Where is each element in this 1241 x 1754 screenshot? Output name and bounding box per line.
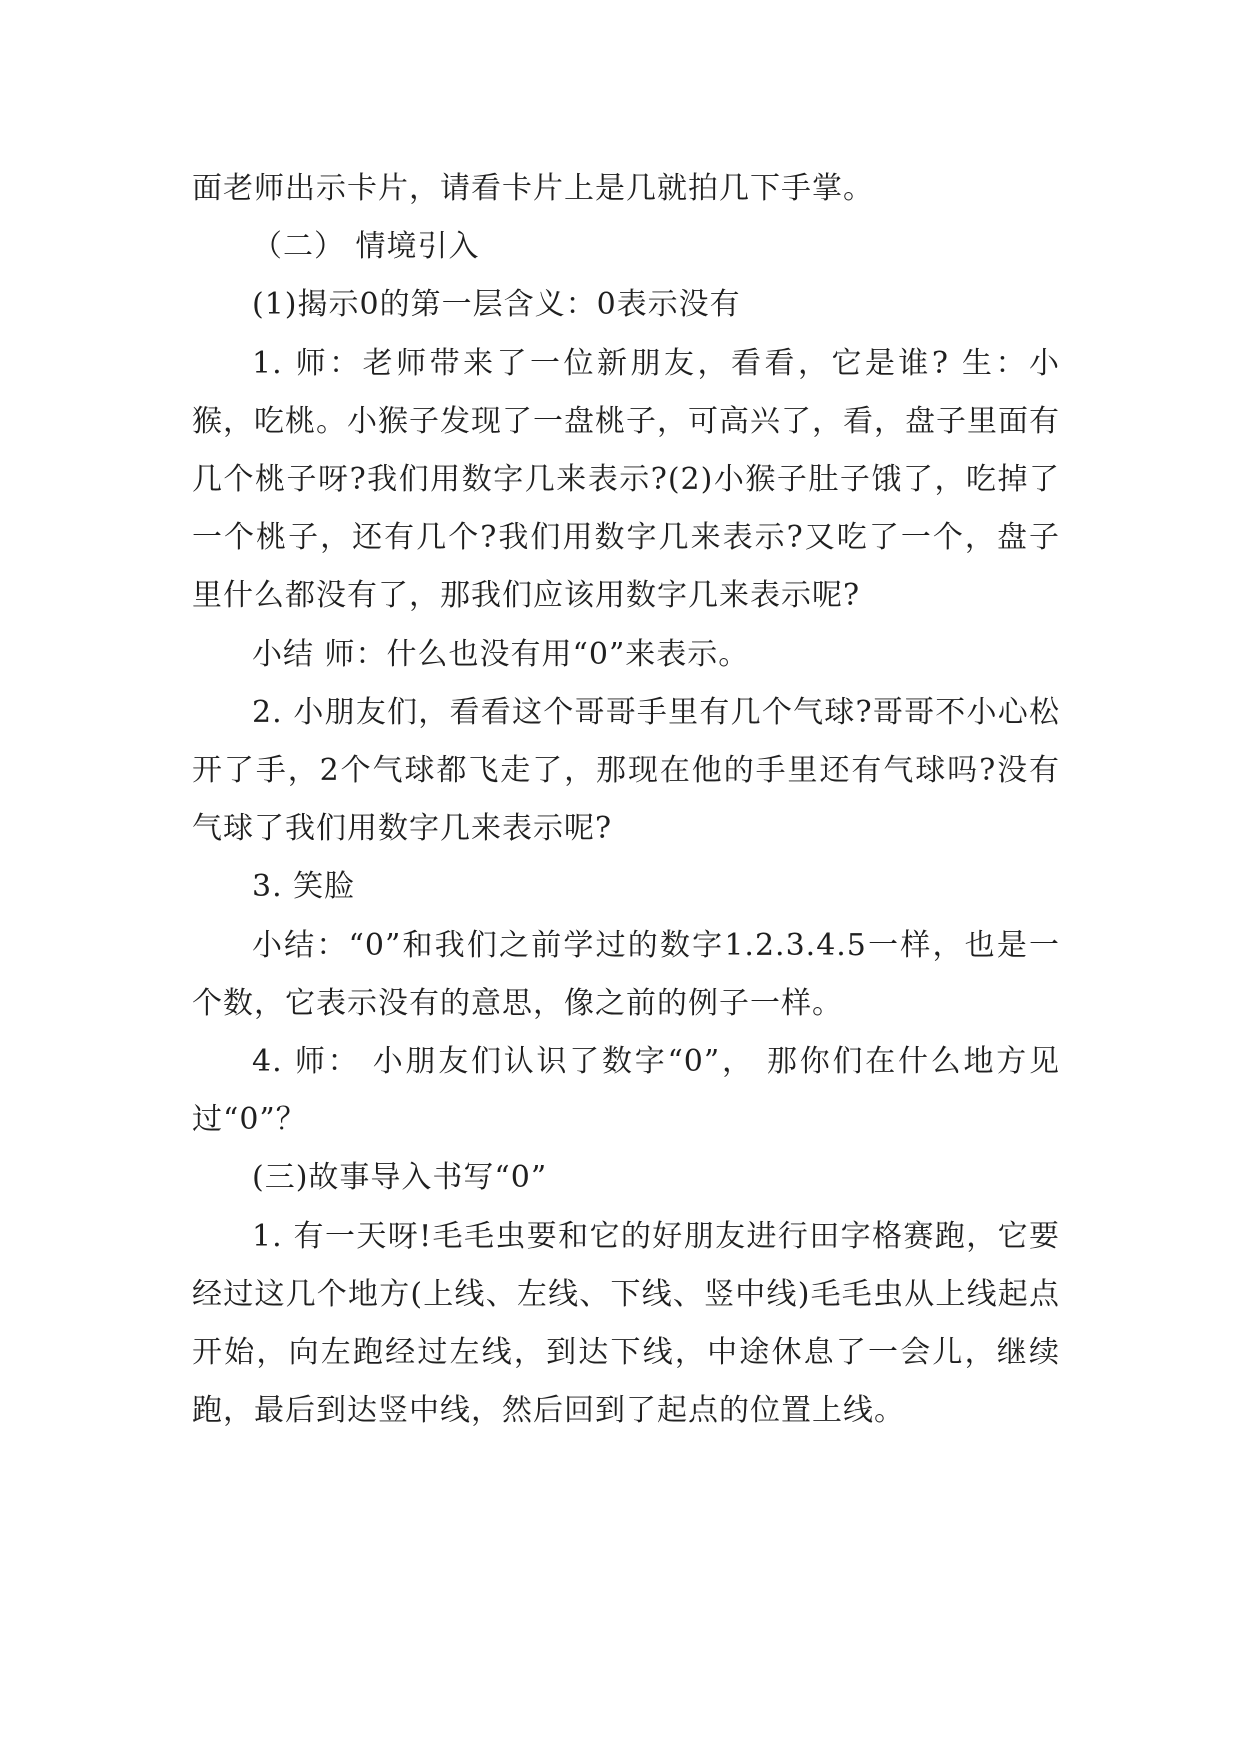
- paragraph-monkey-peaches: 1. 师：老师带来了一位新朋友，看看，它是谁? 生：小猴，吃桃。小猴子发现了一盘桃子，可高兴了，看，盘子里面有几个桃子呀?我们用数字几来表示?(2)小猴子肚子饿了，吃掉了一个桃子，还有几个?我们用数字几来表示?又吃了一个，盘子里什么都没有了，那我们应该用数字几来表示呢?: [192, 345, 1060, 614]
- paragraph-smiley: 3. 笑脸: [252, 869, 356, 905]
- paragraph-summary-2: 小结：“0”和我们之前学过的数字1.2.3.4.5一样，也是一个数，它表示没有的意思，像之前的例子一样。: [192, 927, 1060, 1021]
- paragraph-where-seen-zero: 4. 师： 小朋友们认识了数字“0”， 那你们在什么地方见过“0”？: [192, 1044, 1060, 1138]
- paragraph-summary-1: 小结 师：什么也没有用“0”来表示。: [252, 636, 750, 672]
- section-heading-story: (三)故事导入书写“0”: [252, 1160, 548, 1196]
- section-heading-scenario: （二） 情境引入: [252, 229, 480, 265]
- paragraph-continuation: 面老师出示卡片，请看卡片上是几就拍几下手掌。: [192, 171, 874, 206]
- subsection-heading-meaning: (1)揭示0的第一层含义：0表示没有: [252, 287, 741, 323]
- paragraph-balloons: 2. 小朋友们，看看这个哥哥手里有几个气球?哥哥不小心松开了手，2个气球都飞走了，那现在他的手里还有气球吗?没有气球了我们用数字几来表示呢?: [192, 694, 1060, 847]
- document-body: [192, 160, 1060, 1440]
- paragraph-caterpillar: 1. 有一天呀!毛毛虫要和它的好朋友进行田字格赛跑，它要经过这几个地方(上线、左线、下线、竖中线)毛毛虫从上线起点开始，向左跑经过左线，到达下线，中途休息了一会儿，继续跑，最后到达竖中线，然后回到了起点的位置上线。: [192, 1218, 1060, 1429]
